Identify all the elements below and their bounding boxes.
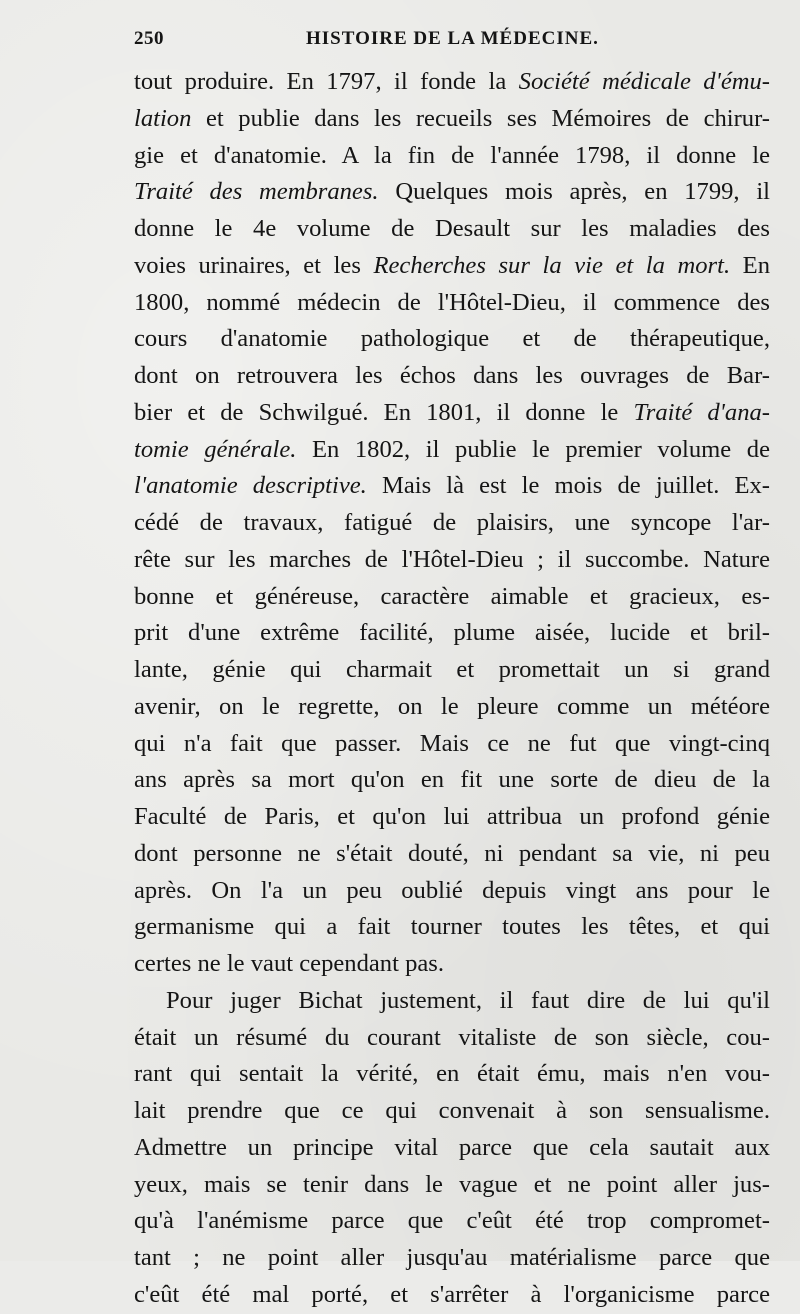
text-segment: c'eût été mal porté, et s'arrêter à l'organicisme parce [134, 1280, 770, 1308]
text-line [134, 946, 770, 983]
text-line [134, 321, 770, 358]
text-segment: dont personne ne s'était douté, ni pendant sa vie, ni peu [134, 839, 770, 867]
text-segment: prit d'une extrême facilité, plume aisée, lucide et bril- [134, 619, 770, 647]
text-segment: donne le 4e volume de Desault sur les maladies des [134, 215, 770, 242]
text-line [134, 579, 770, 616]
text-line [134, 468, 770, 505]
text-line [134, 505, 770, 542]
text-segment: avenir, on le regrette, on le pleure comme un météore [134, 692, 770, 720]
text-segment: certes ne le vaut cependant pas. [134, 950, 445, 977]
page-number: 250 [134, 28, 164, 49]
text-line [134, 101, 770, 138]
text-segment: était un résumé du courant vitaliste de son siècle, cou- [134, 1023, 770, 1051]
text-line [134, 248, 770, 285]
text-segment: En 1802, il publie le premier volume de [296, 435, 770, 463]
text-line [134, 689, 770, 726]
body-text [134, 64, 770, 1314]
text-line [134, 542, 770, 579]
text-line [134, 836, 770, 873]
text-line [134, 1167, 770, 1204]
text-segment: rant qui sentait la vérité, en était ému, mais n'en vou- [134, 1060, 770, 1088]
text-segment: ans après sa mort qu'on en fit une sorte de dieu de la [134, 766, 770, 794]
text-line [134, 1093, 770, 1130]
text-segment: En [730, 251, 770, 279]
text-segment: rête sur les marches de l'Hôtel-Dieu ; il succombe. Nature [134, 545, 770, 573]
text-line [134, 1020, 770, 1057]
text-segment: tant ; ne point aller jusqu'au matérialisme parce que [134, 1244, 770, 1271]
text-segment: bier et de Schwilgué. En 1801, il donne le [134, 398, 634, 426]
italic-text: tomie générale. [134, 435, 297, 463]
text-segment: voies urinaires, et les [134, 251, 374, 279]
text-line [134, 211, 770, 248]
text-line [134, 285, 770, 322]
text-line [134, 1203, 770, 1240]
text-segment: germanisme qui a fait tourner toutes les têtes, et qui [134, 913, 770, 941]
text-segment: après. On l'a un peu oublié depuis vingt ans pour le [134, 876, 770, 904]
text-segment: Admettre un principe vital parce que cela sautait aux [134, 1133, 770, 1161]
text-segment: Quelques mois après, en 1799, il [378, 178, 770, 206]
text-line [134, 726, 770, 763]
text-segment: gie et d'anatomie. A la fin de l'année 1798, il donne le [134, 141, 770, 169]
text-line [134, 138, 770, 175]
text-line [134, 395, 770, 432]
italic-text: l'anatomie descriptive. [134, 472, 367, 500]
text-line [134, 174, 770, 211]
italic-text: Traité des membranes. [134, 178, 379, 206]
text-segment: Mais là est le mois de juillet. Ex- [366, 472, 770, 500]
text-segment: dont on retrouvera les échos dans les ouvrages de Bar- [134, 362, 770, 389]
page-header [134, 28, 774, 58]
italic-text: Société médicale d'ému- [518, 68, 770, 95]
text-segment: Faculté de Paris, et qu'on lui attribua un profond génie [134, 803, 770, 830]
running-title: HISTOIRE DE LA MÉDECINE. [306, 28, 599, 49]
text-line [134, 873, 770, 910]
text-segment: 1800, nommé médecin de l'Hôtel-Dieu, il commence des [134, 288, 770, 316]
text-segment: bonne et généreuse, caractère aimable et gracieux, es- [134, 582, 770, 610]
text-segment: Pour juger Bichat justement, il faut dire de lui qu'il [166, 986, 770, 1014]
text-line [134, 983, 770, 1020]
italic-text: Traité d'ana- [633, 398, 770, 426]
text-segment: qui n'a fait que passer. Mais ce ne fut que vingt-cinq [134, 729, 770, 757]
text-line [134, 1240, 770, 1277]
text-line [134, 799, 770, 836]
text-segment: cédé de travaux, fatigué de plaisirs, une syncope l'ar- [134, 509, 770, 536]
text-line [134, 1277, 770, 1314]
text-segment: yeux, mais se tenir dans le vague et ne point aller jus- [134, 1170, 770, 1198]
italic-text: lation [134, 104, 192, 132]
text-line [134, 909, 770, 946]
text-segment: tout produire. En 1797, il fonde la [134, 68, 519, 95]
text-line [134, 358, 770, 395]
text-line [134, 432, 770, 469]
text-segment: cours d'anatomie pathologique et de thérapeutique, [134, 325, 770, 353]
italic-text: Recherches sur la vie et la mort. [373, 251, 731, 279]
text-line [134, 615, 770, 652]
text-line [134, 652, 770, 689]
text-line [134, 1056, 770, 1093]
text-line [134, 1130, 770, 1167]
text-segment: et publie dans les recueils ses Mémoires de chirur- [191, 104, 770, 132]
text-line [134, 64, 770, 101]
text-segment: lait prendre que ce qui convenait à son sensualisme. [134, 1097, 770, 1124]
text-segment: qu'à l'anémisme parce que c'eût été trop compromet- [134, 1207, 770, 1235]
text-line [134, 762, 770, 799]
text-segment: lante, génie qui charmait et promettait un si grand [134, 656, 770, 683]
